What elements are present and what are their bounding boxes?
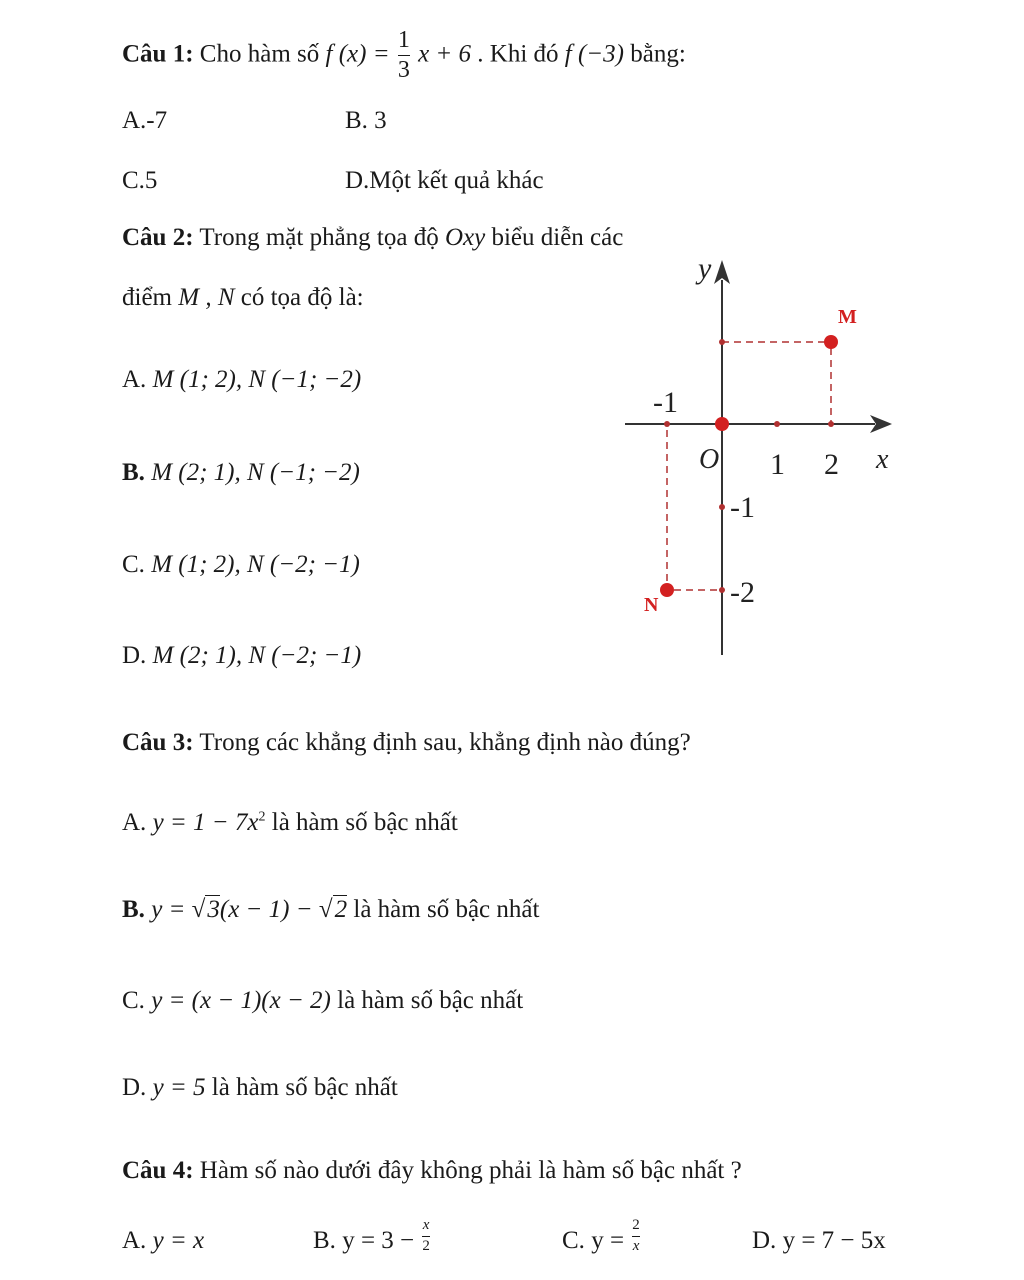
question-3-option-c[interactable] [122, 988, 523, 1013]
question-2-oxy: Oxy [444, 224, 486, 251]
option-expression: y = 5 [152, 1074, 206, 1101]
question-1-lead: Cho hàm số [199, 40, 320, 68]
option-expression: y = (x − 1)(x − 2) [151, 987, 331, 1014]
question-4-option-d[interactable] [752, 1228, 886, 1253]
option-fraction [422, 1218, 430, 1255]
option-label: B. [313, 1227, 336, 1254]
option-expression: y = 7 − 5x [782, 1227, 886, 1254]
question-2-option-d[interactable] [122, 643, 361, 668]
question-2-option-c[interactable] [122, 552, 360, 577]
point-m [824, 335, 838, 349]
option-suffix: là hàm số bậc nhất [271, 809, 458, 836]
option-expression: M (1; 2), N (−2; −1) [151, 551, 360, 578]
sqrt-radicand: 3 [207, 896, 220, 923]
question-1-mid: . Khi đó [477, 40, 559, 68]
tick-dot-x-1 [774, 421, 780, 427]
option-label: B. [122, 896, 145, 923]
option-suffix: là hàm số bậc nhất [211, 1074, 398, 1101]
question-2-option-b[interactable] [122, 460, 360, 485]
origin-point [715, 417, 729, 431]
x-axis-label: x [876, 444, 889, 475]
option-expression: M (2; 1), N (−2; −1) [152, 642, 362, 669]
option-label: B. [122, 459, 145, 486]
question-1-func-rhs: x + 6 [418, 40, 472, 68]
question-3-label: Câu 3: [122, 729, 194, 756]
option-label: C. [122, 987, 145, 1014]
tick-dot-y-1 [719, 339, 725, 345]
y-tick-label-minus1: -1 [730, 491, 755, 524]
question-2-label: Câu 2: [122, 224, 194, 251]
question-2-text-2: biểu diễn các [491, 224, 624, 251]
option-expression: M (2; 1), N (−1; −2) [151, 459, 360, 486]
option-label: A. [122, 1227, 147, 1254]
x-tick-label-2: 2 [824, 448, 839, 481]
fraction-numerator: x [422, 1217, 430, 1234]
option-expression: y = [591, 1227, 625, 1254]
tick-dot-x-minus1 [664, 421, 670, 427]
question-1-func-lhs: f (x) = [325, 40, 390, 68]
question-2-option-a[interactable] [122, 367, 361, 392]
question-4-text: Hàm số nào dưới đây không phải là hàm số bậc nhất ? [199, 1157, 742, 1184]
question-4-stem [122, 1158, 742, 1183]
question-3-stem [122, 730, 691, 755]
fraction-bar [398, 55, 410, 56]
option-label: D. [122, 642, 147, 669]
exponent: 2 [258, 809, 266, 825]
option-label: A. [122, 809, 147, 836]
option-label: D. [752, 1227, 777, 1254]
fraction-denominator: x [632, 1237, 640, 1254]
question-4-option-a[interactable] [122, 1228, 204, 1253]
question-2-text-1: Trong mặt phẳng tọa độ [199, 224, 439, 251]
option-expression: M (1; 2), N (−1; −2) [152, 366, 362, 393]
option-expression-part-1: y = [151, 896, 186, 923]
option-fraction [632, 1218, 640, 1255]
question-1-tail: bằng: [630, 40, 686, 68]
option-expression: y = 3 − [342, 1227, 415, 1254]
option-suffix: là hàm số bậc nhất [337, 987, 524, 1014]
question-3-text: Trong các khẳng định sau, khẳng định nào đúng? [199, 729, 691, 756]
origin-label: O [699, 444, 720, 475]
question-1-stem [122, 28, 686, 83]
sqrt-radicand: 2 [334, 896, 348, 923]
fraction-numerator: 1 [397, 27, 410, 53]
tick-dot-y-minus2 [719, 587, 725, 593]
fraction-denominator: 3 [397, 57, 410, 84]
question-4-option-c[interactable] [562, 1217, 642, 1255]
option-label: A. [122, 366, 147, 393]
question-2-stem-line-1 [122, 225, 623, 250]
question-4-label: Câu 4: [122, 1157, 194, 1184]
question-3-option-b[interactable] [122, 897, 539, 922]
question-2-stem-line-2 [122, 285, 364, 310]
option-label: C. [122, 551, 145, 578]
fraction-bar [632, 1236, 640, 1237]
question-4-option-b[interactable] [313, 1217, 432, 1255]
question-2-points: M , N [178, 284, 235, 311]
sqrt-symbol: √3 [191, 896, 220, 923]
sqrt-symbol: √2 [318, 896, 348, 923]
y-tick-label-minus2: -2 [730, 576, 755, 609]
option-expression: y = x [152, 1227, 205, 1254]
question-1-option-b[interactable]: B. 3 [345, 107, 387, 134]
question-1-option-a[interactable]: A.-7 [122, 107, 168, 134]
option-label: C. [562, 1227, 585, 1254]
x-tick-label-minus1: -1 [653, 386, 678, 419]
coordinate-graph [600, 240, 910, 670]
question-3-option-d[interactable] [122, 1075, 398, 1100]
tick-dot-x-2 [828, 421, 834, 427]
point-m-label: M [838, 306, 857, 328]
point-n [660, 583, 674, 597]
question-1-fraction [398, 28, 410, 83]
x-tick-label-1: 1 [770, 448, 785, 481]
question-2-text-3: điểm [122, 284, 172, 311]
question-1-option-c[interactable]: C.5 [122, 167, 158, 194]
tick-dot-y-minus1 [719, 504, 725, 510]
option-expression-part-2: (x − 1) − [219, 896, 313, 923]
option-label: D. [122, 1074, 147, 1101]
question-1-expr: f (−3) [564, 40, 624, 68]
fraction-numerator: 2 [632, 1217, 640, 1234]
question-3-option-a[interactable] [122, 810, 458, 835]
question-1-option-d[interactable]: D.Một kết quả khác [345, 167, 544, 194]
y-axis-label: y [698, 252, 712, 285]
option-expression: y = 1 − 7x [152, 809, 259, 836]
fraction-denominator: 2 [422, 1237, 430, 1254]
point-n-label: N [644, 594, 659, 616]
fraction-bar [422, 1236, 430, 1237]
option-suffix: là hàm số bậc nhất [353, 896, 540, 923]
question-1-label: Câu 1: [122, 40, 194, 68]
question-2-text-4: có tọa độ là: [240, 284, 364, 311]
